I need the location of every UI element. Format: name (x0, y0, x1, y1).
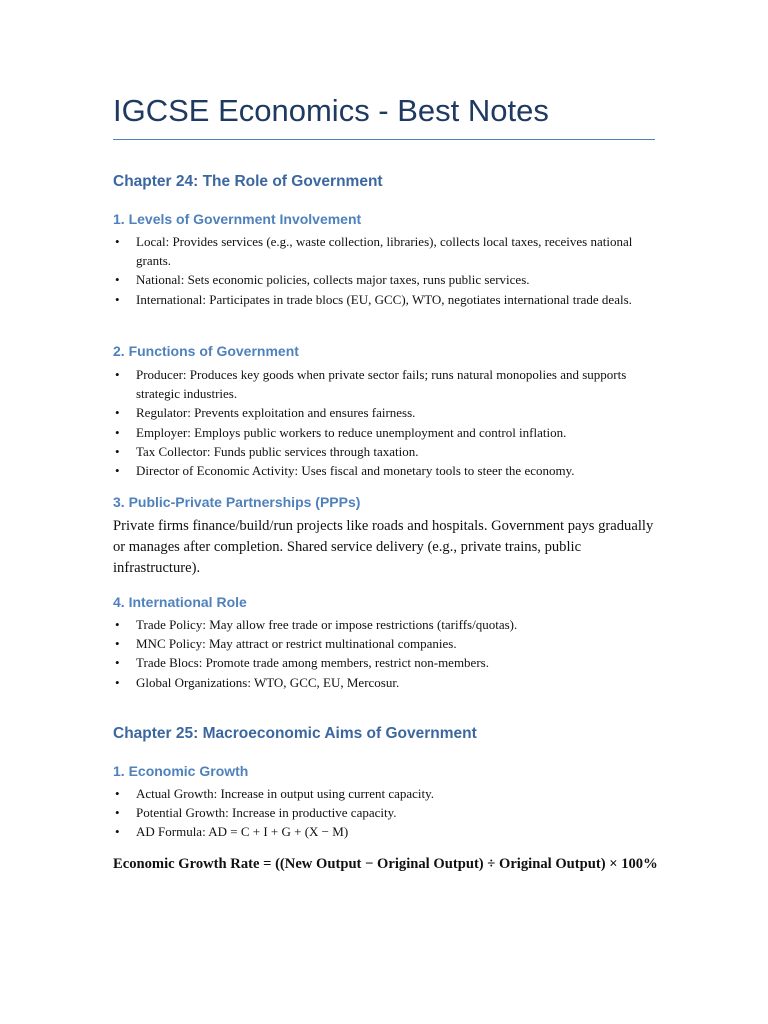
bullet-icon: • (115, 405, 120, 421)
international-list (113, 615, 643, 692)
levels-list (113, 232, 643, 309)
bullet-icon: • (115, 272, 120, 288)
list-item: • Global Organizations: WTO, GCC, EU, Mercosur. (113, 673, 643, 692)
bullet-icon: • (115, 636, 120, 652)
section-ppp-heading: 3. Public-Private Partnerships (PPPs) (113, 494, 361, 510)
bullet-icon: • (115, 674, 120, 690)
growth-rate-formula: Economic Growth Rate = ((New Output − Original Output) ÷ Original Output) × 100% (113, 856, 658, 872)
growth-list (113, 784, 643, 842)
section-levels-heading: 1. Levels of Government Involvement (113, 211, 362, 227)
list-item: • Potential Growth: Increase in productive capacity. (113, 803, 643, 822)
bullet-icon: • (115, 805, 120, 821)
bullet-icon: • (115, 424, 120, 440)
chapter-25-heading: Chapter 25: Macroeconomic Aims of Government (113, 725, 477, 742)
section-growth-heading: 1. Economic Growth (113, 763, 249, 779)
section-international-heading: 4. International Role (113, 594, 247, 610)
list-item: • Trade Blocs: Promote trade among members, restrict non-members. (113, 653, 643, 672)
bullet-icon: • (115, 617, 120, 632)
list-item: • Regulator: Prevents exploitation and ensures fairness. (113, 403, 643, 422)
ppp-paragraph: Private firms finance/build/run projects like roads and hospitals. Government pays gradually or manages after completion. Shared service delivery (e.g., private trains, public infrastructure). (113, 518, 654, 576)
list-item: • International: Participates in trade blocs (EU, GCC), WTO, negotiates international trade deals. (113, 290, 643, 309)
functions-list (113, 365, 643, 480)
title-divider (113, 139, 655, 140)
bullet-icon: • (115, 824, 120, 840)
bullet-icon: • (115, 234, 120, 249)
document-title: IGCSE Economics - Best Notes (113, 93, 549, 128)
list-item: • MNC Policy: May attract or restrict multinational companies. (113, 634, 643, 653)
list-item: • Actual Growth: Increase in output using current capacity. (113, 784, 643, 803)
list-item: • Trade Policy: May allow free trade or impose restrictions (tariffs/quotas). (113, 615, 643, 634)
bullet-icon: • (115, 443, 120, 459)
bullet-icon: • (115, 367, 120, 382)
list-item: • AD Formula: AD = C + I + G + (X − M) (113, 822, 643, 841)
list-item: • Local: Provides services (e.g., waste collection, libraries), collects local taxes, receives national grants. (115, 234, 633, 269)
list-item: • Director of Economic Activity: Uses fiscal and monetary tools to steer the economy. (113, 461, 643, 480)
list-item: • Employer: Employs public workers to reduce unemployment and control inflation. (113, 423, 643, 442)
bullet-icon: • (115, 291, 120, 307)
list-item: • Tax Collector: Funds public services through taxation. (113, 442, 643, 461)
section-functions-heading: 2. Functions of Government (113, 343, 299, 359)
chapter-24-heading: Chapter 24: The Role of Government (113, 173, 383, 190)
bullet-icon: • (115, 786, 120, 801)
bullet-icon: • (115, 655, 120, 671)
bullet-icon: • (115, 463, 120, 479)
list-item: • Producer: Produces key goods when private sector fails; runs natural monopolies and supports strategic industries. (115, 367, 627, 402)
list-item: • National: Sets economic policies, collects major taxes, runs public services. (113, 270, 643, 289)
